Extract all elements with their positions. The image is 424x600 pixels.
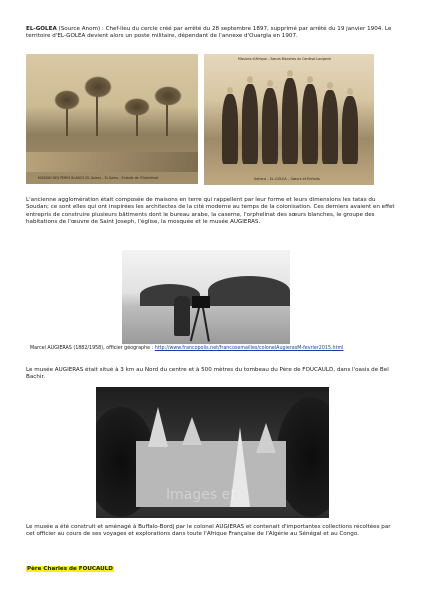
augieras-article-link[interactable]: http://www.francopolis.net/francosemailles/colonelAugierasM-fevrier2015.html <box>154 346 344 351</box>
image-watermark: Images et <box>166 487 236 503</box>
postcard-caption: MISSION DES PERES BLANCS (El-Golea) – El-Golea – Enfants de l'Orphelinat <box>38 176 159 181</box>
postcard-caption: Sahara – EL-GOLEA – Sœurs et Enfants <box>254 177 320 181</box>
photo-caption <box>30 346 400 352</box>
sisters-group-postcard-photo <box>204 54 374 185</box>
museum-location-paragraph: Le musée AUGIERAS était situé à 3 km au Nord du centre et à 500 mètres du tombeau du Père de FOUCAULD, dans l'oasis de Bel Bachir. <box>26 367 389 381</box>
intro-text: (Source Anom) : Chef-lieu du cercle créé par arrêté du 28 septembre 1897, supprimé par arrêté du 19 janvier 1904. Le territoire d'EL-GOLEA devient alors un poste militaire, dépendant de l'annexe d'Ouargla en 1907. <box>26 26 392 40</box>
history-paragraph: L'ancienne agglomération était composée de maisons en terre qui rappellent par leur forme et leurs dimensions les tatas du Soudan; ce sont elles qui ont inspirées les architectes de la cité moderne au temps de la colonisation. Ces derniers avaient en effet entrepris de construire plusieurs bâtiments dont le bureau arabe, la caserne, l'orphelinat des sœurs blanches, le groupe des habitations de l'œuvre de Saint Joseph, l'église, la mosquée et le musée AUGIERAS. <box>26 197 395 226</box>
foucauld-link[interactable]: Père Charles de FOUCAULD <box>27 566 113 572</box>
oasis-postcard-photo <box>26 54 198 184</box>
museum-facade-photo <box>96 387 329 518</box>
intro-paragraph <box>26 26 398 41</box>
photo-caption-text: Marcel AUGIERAS (1882/1958), officier géographe : <box>30 346 155 351</box>
postcard-header: Missions d'Afrique – Sœurs Blanches du Cardinal Lavigerie <box>238 57 332 61</box>
augieras-photographer-photo <box>122 250 290 344</box>
museum-collections-paragraph: Le musée a été construit et aménagé à Buffalo-Bordj par le colonel AUGIERAS et contenait d'importantes collections récoltées par cet officier au cours de ses voyages et explorations dans toute l'Afrique Française de l'Algérie au Sénégal et au Congo. <box>26 524 391 538</box>
place-name: EL-GOLEA <box>26 26 57 32</box>
